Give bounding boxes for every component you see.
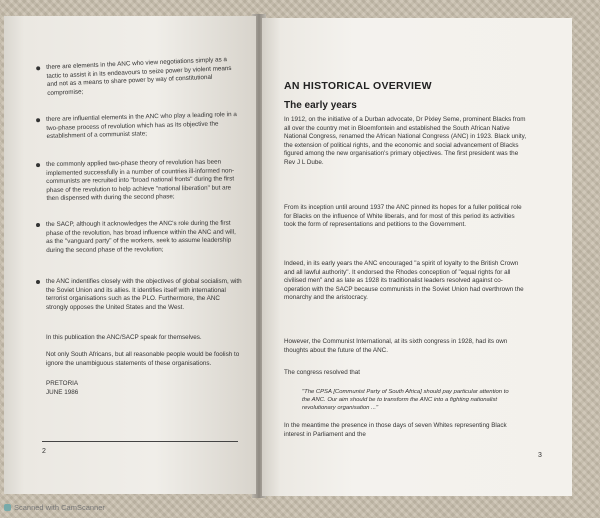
bullet-text: the SACP, although it acknowledges the ANC's role during the first phase of the revolution, has broad influence within the ANC and will, as the "vanguard party" of the workers, seek to assume leadership during the second phase of the revolution; [46,219,236,254]
bullet-item [46,55,243,98]
bullet-item [46,158,243,203]
watermark-text: Scanned with CamScanner [14,503,105,512]
bullet-item [46,278,242,312]
paragraph: In 1912, on the initiative of a Durban advocate, Dr Pixley Seme, prominent Blacks from all over the country met in Bloemfontein and established the South African Native National Congress, renamed the African National Congress (ANC) in 1923. Black unity, the extension of political rights, and the economic and social advancement of Blacks figured among the new organisation's primary objectives. The first president was the Rev J L Dube. [284,116,527,166]
block-quote: "The CPSA [Communist Party of South Africa] should pay particular attention to the ANC. Our aim should be to transform the ANC into a fighting nationalist revolutionary organisation ..." [302,389,509,411]
bullet-text: the ANC indentifies closely with the objectives of global socialism, with the Soviet Union and its allies. It identifies itself with international terrorist organisations such as the PLO. Furthermore, the ANC strongly opposes the United States and the West. [46,278,242,311]
section-subtitle: The early years [284,100,357,111]
section-title: AN HISTORICAL OVERVIEW [284,80,432,92]
left-page [4,16,256,494]
paragraph: In the meantime the presence in those days of seven Whites representing Black interest in Parliament and the [284,422,507,438]
paragraph: Indeed, in its early years the ANC encouraged "a spirit of loyalty to the British Crown and all lawful authority". It endorsed the Rhodes conception of "equal rights for all civilised men" and as late as 1928 its traditionalist leaders resolved against co-operation with the SACP because communists in the Soviet Union had overthrown the monarchy and the aristocracy. [284,260,524,301]
paragraph: In this publication the ANC/SACP speak for themselves. [46,334,202,341]
camscanner-icon [4,504,11,511]
bullet-dot [36,118,40,122]
bullet-dot [36,163,40,167]
right-page [262,18,572,496]
paragraph: The congress resolved that [284,369,360,376]
paragraph: From its inception until around 1937 the ANC pinned its hopes for a fuller political role for Blacks on the influence of White liberals, and for most of this period its activities took the form of representations and petitions to the Government. [284,204,522,228]
paragraph: Not only South Africans, but all reasonable people would be foolish to ignore the unambiguous statements of these organisations. [46,351,240,367]
bullet-item [46,111,243,142]
bullet-text: the commonly applied two-phase theory of revolution has been implemented successfully in a number of countries ill-informed non-communists are recruited into "broad national fronts" during the first phase of the revolution to help achieve "national liberation" but are then dispensed with during the second phase; [46,158,235,202]
bullet-dot [36,223,40,227]
bullet-dot [36,66,40,70]
page-number: 2 [42,448,46,455]
bullet-item [46,220,242,255]
bullet-dot [36,280,40,284]
bullet-text: there are influential elements in the ANC who play a leading role in a two-phase process of revolution which has as its objective the establishment of a communist state; [46,111,237,140]
page-number: 3 [538,452,542,459]
scanner-watermark [4,503,105,512]
date-line: JUNE 1986 [46,389,79,396]
bullet-text: there are elements in the ANC who view negotiations simply as a tactic to assist it in its endeavours to seize power by violent means and not as a means to share power by way of constitutional compromise; [46,56,232,97]
place-line: PRETORIA [46,380,79,387]
paragraph: However, the Communist International, at its sixth congress in 1928, had its own thoughts about the future of the ANC. [284,338,508,354]
footer-rule [42,441,238,442]
